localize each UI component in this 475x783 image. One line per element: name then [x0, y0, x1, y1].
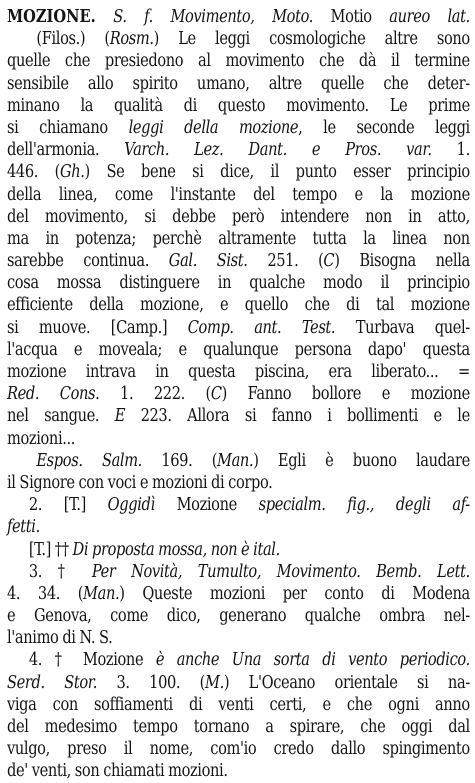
text-segment: l'acqua e moveala; e qualunque persona dapo' questa	[7, 339, 470, 360]
italic-segment: Serd. Stor.	[7, 672, 98, 693]
text-line	[7, 184, 470, 206]
text-line	[7, 228, 470, 250]
italic-segment: Red. Cons.	[7, 384, 100, 405]
text-segment: de' venti, son chiamati mozioni.	[7, 761, 228, 782]
text-segment: ) Fanno bollore e mozione	[221, 384, 470, 405]
italic-segment: M.	[205, 672, 224, 693]
italic-segment: aureo lat.	[389, 7, 470, 27]
italic-segment: Varch. Lez. Dant. e Pros. var.	[124, 140, 432, 161]
text-segment: e Genova, come dico, generano qualche ombra nel-	[7, 606, 470, 627]
text-line	[7, 6, 470, 28]
text-segment: ) Queste mozioni per conto di Modena	[119, 583, 470, 604]
text-line	[7, 494, 470, 516]
text-segment: 1. 222. (	[99, 384, 211, 405]
italic-segment: Gal. Sist.	[168, 251, 248, 272]
italic-segment: Man.	[83, 583, 120, 604]
text-line	[7, 294, 470, 316]
italic-segment: Espos. Salm.	[36, 450, 142, 471]
text-segment: efficiente della mozione, e quello che di tal mozione	[7, 295, 470, 316]
text-segment: cosa mossa distinguere in qualche modo il principio	[7, 273, 470, 294]
italic-segment: Gh.	[59, 162, 85, 183]
text-line	[7, 95, 470, 117]
text-segment: 446. (	[7, 162, 60, 183]
text-line	[7, 627, 470, 649]
text-segment: 4. 34. (	[7, 583, 84, 604]
italic-segment: E	[114, 406, 126, 427]
text-line	[7, 672, 470, 694]
italic-segment: Oggidì	[107, 495, 155, 516]
text-line	[7, 206, 470, 228]
text-segment: quelle che presiedono al movimento che dà il termine	[7, 51, 470, 72]
text-segment: della linea, come l'instante del tempo e la mozione	[7, 184, 470, 205]
text-segment: Mozione	[154, 495, 259, 516]
text-segment: ma in potenza; perchè altramente tutta la linea non	[7, 228, 470, 249]
text-segment: Turbava quel-	[335, 317, 470, 338]
text-line	[7, 716, 470, 738]
italic-segment: Comp. ant. Test.	[187, 317, 336, 338]
text-line	[7, 450, 470, 472]
italic-segment: fetti.	[7, 517, 40, 538]
text-line	[7, 317, 470, 339]
text-line	[7, 50, 470, 72]
headword: MOZIONE.	[7, 7, 96, 27]
text-segment: viga con soffiamenti di venti certi, e che ogni anno	[7, 694, 470, 715]
text-line	[7, 272, 470, 294]
text-segment: Motio	[312, 7, 390, 27]
text-segment: minano la qualità di questo movimento. Le prime	[7, 95, 470, 116]
text-segment: 3. 100. (	[97, 672, 206, 693]
text-line	[7, 405, 470, 427]
text-line	[7, 361, 470, 383]
text-segment: mozioni...	[7, 428, 76, 449]
text-segment: 169. (	[141, 450, 218, 471]
text-line	[7, 649, 470, 671]
text-segment: (Filos.) (	[36, 29, 110, 50]
italic-segment: S. f. Movimento, Moto.	[113, 7, 313, 27]
text-segment: ) Egli è buono laudare	[253, 450, 470, 471]
text-segment: il Signore con voci e mozioni di corpo.	[7, 472, 273, 493]
text-segment: ) L'Oceano orientale si na-	[223, 672, 470, 693]
text-segment: 251. (	[247, 251, 324, 272]
dictionary-entry-mozione	[7, 6, 470, 783]
text-segment: [T.] ††	[28, 539, 73, 560]
italic-segment: Rosm.	[109, 29, 154, 50]
text-line	[7, 339, 470, 361]
italic-segment: Di proposta mossa, non è ital.	[72, 539, 280, 560]
text-line	[7, 28, 470, 50]
text-segment: ) Bisogna nella	[334, 251, 470, 272]
text-segment: 1.	[431, 140, 470, 161]
text-line	[7, 383, 470, 405]
text-segment: 2. [T.]	[28, 495, 108, 516]
text-line	[7, 250, 470, 272]
text-line	[7, 539, 470, 561]
text-segment: 3. †	[28, 561, 92, 582]
text-line	[7, 516, 470, 538]
text-line	[7, 472, 470, 494]
text-segment: ) Se bene si dice, il punto esser principio	[84, 162, 470, 183]
text-segment: l'animo di N. S.	[7, 628, 113, 649]
text-line	[7, 161, 470, 183]
text-segment: del movimento, si debbe però intendere non in atto,	[7, 206, 470, 227]
text-line	[7, 583, 470, 605]
text-line	[7, 694, 470, 716]
text-line	[7, 760, 470, 782]
text-line	[7, 139, 470, 161]
text-segment: sensibile allo spirito umano, altre quelle che deter-	[7, 73, 470, 94]
text-line	[7, 73, 470, 95]
text-segment: nel sangue.	[7, 406, 115, 427]
text-segment: 223. Allora si fanno i bollimenti e le	[125, 406, 470, 427]
text-segment: sarebbe continua.	[7, 251, 169, 272]
text-segment: vulgo, preso il nome, com'io credo dallo spingimento	[7, 739, 470, 760]
text-segment: si chiamano	[7, 117, 129, 138]
text-segment: si muove. [Camp.]	[7, 317, 188, 338]
text-line	[7, 561, 470, 583]
italic-segment: è anche Una sorta di vento periodico.	[155, 650, 470, 671]
italic-segment: C	[210, 384, 222, 405]
text-segment: , le seconde leggi	[298, 117, 470, 138]
italic-segment: leggi della mozione	[128, 117, 299, 138]
text-segment: 4. † Mozione	[28, 650, 156, 671]
text-segment: ) Le leggi cosmologiche altre sono	[153, 29, 470, 50]
italic-segment: Per Novità, Tumulto, Movimento. Bemb. Lett.	[91, 561, 470, 582]
text-line	[7, 117, 470, 139]
text-line	[7, 605, 470, 627]
text-segment: del medesimo tempo tornano a spirare, che oggi dal	[7, 717, 470, 737]
text-segment: dell'armonia.	[7, 140, 125, 161]
italic-segment: specialm. fig., degli af-	[258, 495, 470, 516]
text-segment: mozione intrava in questa piscina, era liberato... =	[7, 362, 470, 382]
text-line	[7, 428, 470, 450]
text-segment	[96, 7, 114, 27]
italic-segment: C	[323, 251, 335, 272]
italic-segment: Man.	[217, 450, 254, 471]
